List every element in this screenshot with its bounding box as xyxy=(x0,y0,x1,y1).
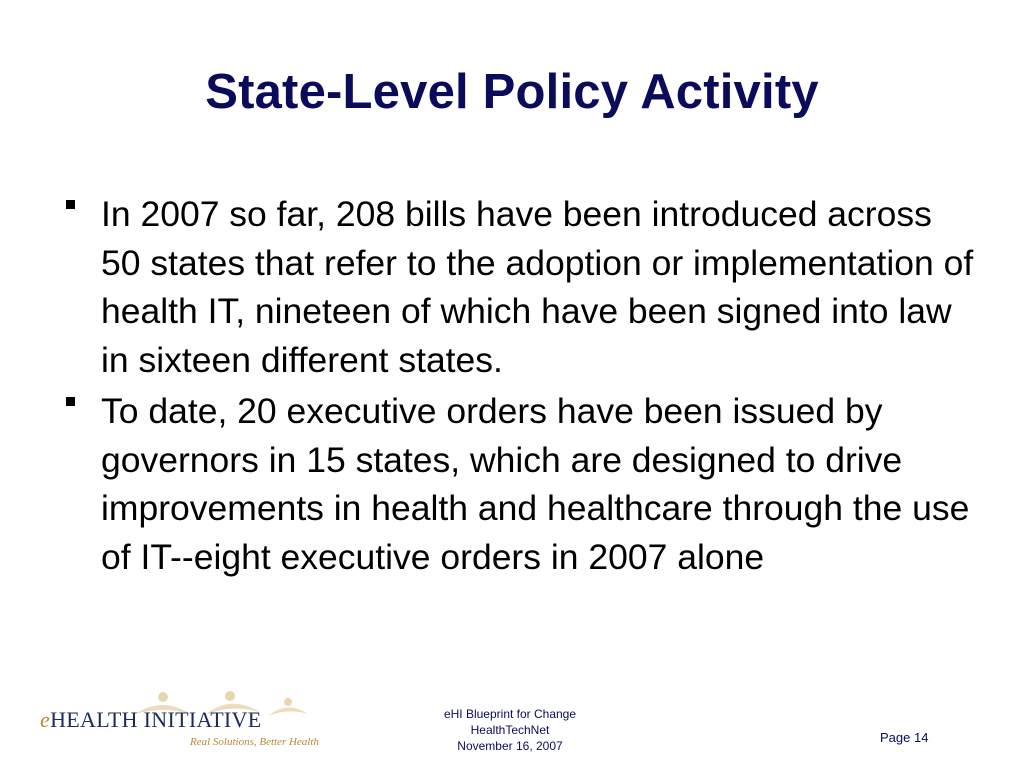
square-bullet-icon xyxy=(66,200,75,209)
bullet-text: To date, 20 executive orders have been issued by governors in 15 states, which are designed to drive improvements in health and healthcare through the use of IT--eight executive orders in 2007 alone xyxy=(101,391,970,577)
bullet-list xyxy=(60,190,980,584)
bullet-item xyxy=(60,190,980,384)
footer-info xyxy=(410,706,610,754)
ehealth-initiative-logo xyxy=(40,688,330,758)
bullet-item xyxy=(60,387,980,581)
slide-title: State-Level Policy Activity xyxy=(205,65,819,119)
footer-line: HealthTechNet xyxy=(470,723,550,737)
logo-tagline: Real Solutions, Better Health xyxy=(190,736,319,748)
square-bullet-icon xyxy=(66,397,75,406)
logo-name: HEALTH INITIATIVE xyxy=(50,707,262,732)
logo-prefix: e xyxy=(40,707,51,732)
footer-line: November 16, 2007 xyxy=(457,739,563,753)
logo-wordmark xyxy=(40,707,261,733)
bullet-text: In 2007 so far, 208 bills have been introduced across 50 states that refer to the adoption or implementation of health IT, nineteen of which have been signed into law in sixteen different states. xyxy=(101,194,974,380)
footer-line: eHI Blueprint for Change xyxy=(443,707,577,721)
page-number: Page 14 xyxy=(880,730,929,745)
